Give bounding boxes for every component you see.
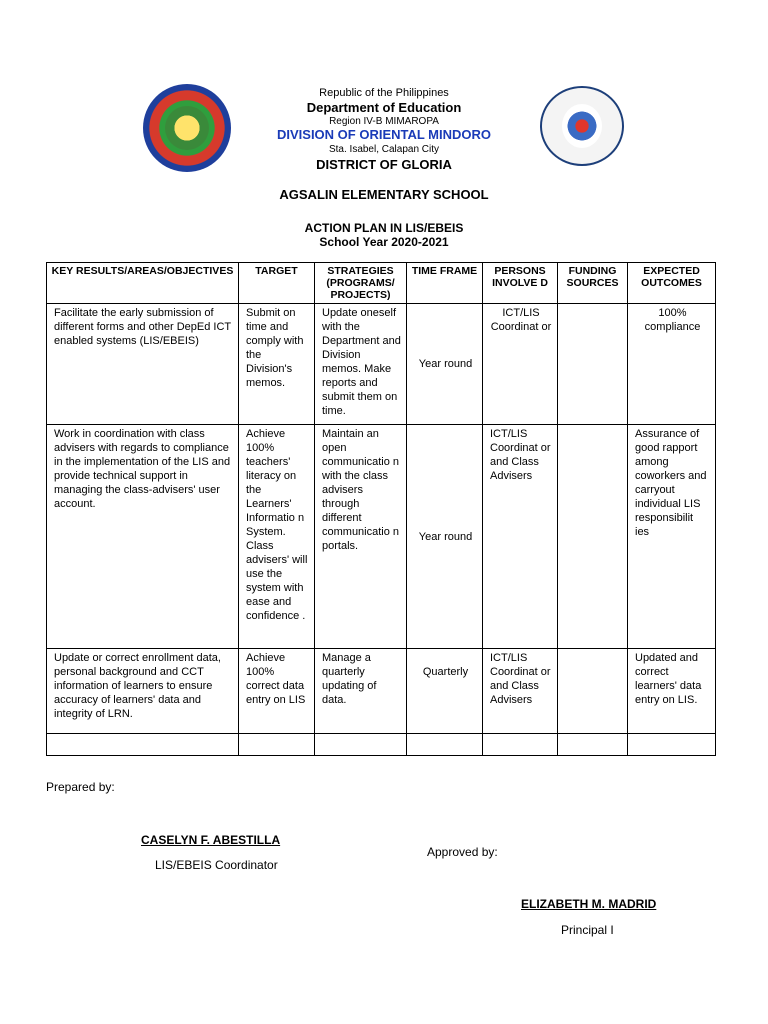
approver-name: ELIZABETH M. MADRID: [521, 897, 657, 911]
cell-strategies: [315, 734, 407, 756]
cell-persons: [483, 734, 558, 756]
preparer-title: LIS/EBEIS Coordinator: [155, 858, 278, 872]
cell-time-frame: Year round: [407, 304, 483, 425]
approved-by-label: Approved by:: [427, 845, 498, 859]
cell-strategies: Manage a quarterly updating of data.: [315, 649, 407, 734]
prepared-by-label: Prepared by:: [46, 780, 115, 794]
header-strategies: STRATEGIES (PROGRAMS/ PROJECTS): [315, 263, 407, 304]
school-year: School Year 2020-2021: [319, 235, 449, 249]
school-name: AGSALIN ELEMENTARY SCHOOL: [279, 187, 489, 202]
cell-time-frame: Quarterly: [407, 649, 483, 734]
cell-outcomes: Assurance of good rapport among coworkers and carryout individual LIS responsibilit ies: [628, 425, 716, 649]
cell-funding: [558, 304, 628, 425]
cell-persons: ICT/LIS Coordinat or and Class Advisers: [483, 649, 558, 734]
cell-target: Submit on time and comply with the Division's memos.: [239, 304, 315, 425]
table-row: [47, 734, 716, 756]
cell-funding: [558, 734, 628, 756]
district-title: DISTRICT OF GLORIA: [316, 157, 452, 172]
header-outcomes: EXPECTED OUTCOMES: [628, 263, 716, 304]
address-text: Sta. Isabel, Calapan City: [328, 144, 440, 155]
republic-text: Republic of the Philippines: [319, 87, 449, 99]
table-header-row: [47, 263, 716, 304]
cell-persons: ICT/LIS Coordinat or and Class Advisers: [483, 425, 558, 649]
division-title: DIVISION OF ORIENTAL MINDORO: [276, 127, 492, 142]
cell-time-frame: Year round: [407, 425, 483, 649]
table-row: [47, 649, 716, 734]
cell-funding: [558, 649, 628, 734]
table-row: [47, 425, 716, 649]
preparer-name: CASELYN F. ABESTILLA: [141, 833, 281, 847]
region-text: Region IV-B MIMAROPA: [329, 116, 439, 127]
cell-persons: ICT/LIS Coordinat or: [483, 304, 558, 425]
cell-objective: [47, 734, 239, 756]
department-title: Department of Education: [306, 100, 462, 115]
header-target: TARGET: [239, 263, 315, 304]
cell-outcomes: 100% compliance: [628, 304, 716, 425]
header-key-results: KEY RESULTS/AREAS/OBJECTIVES: [47, 263, 239, 304]
cell-outcomes: Updated and correct learners' data entry on LIS.: [628, 649, 716, 734]
cell-target: Achieve 100% correct data entry on LIS: [239, 649, 315, 734]
cell-objective: Facilitate the early submission of different forms and other DepEd ICT enabled systems (LIS/EBEIS): [47, 304, 239, 425]
cell-target: [239, 734, 315, 756]
cell-time-frame: [407, 734, 483, 756]
header-time-frame: TIME FRAME: [407, 263, 483, 304]
cell-objective: Work in coordination with class advisers with regards to compliance in the implementation of the LIS and provide technical support in managing the class-advisers' user account.: [47, 425, 239, 649]
plan-title: ACTION PLAN IN LIS/EBEIS: [304, 221, 464, 235]
approver-title: Principal I: [561, 923, 614, 937]
cell-target: Achieve 100% teachers' literacy on the Learners' Informatio n System. Class advisers' will use the system with ease and confidence .: [239, 425, 315, 649]
cell-objective: Update or correct enrollment data, personal background and CCT information of learners to ensure accuracy of learners' data and integrity of LRN.: [47, 649, 239, 734]
cell-outcomes: [628, 734, 716, 756]
cell-funding: [558, 425, 628, 649]
action-plan-table: [46, 262, 716, 756]
header-persons: PERSONS INVOLVE D: [483, 263, 558, 304]
cell-strategies: Maintain an open communicatio n with the class advisers through different communicatio n portals.: [315, 425, 407, 649]
header-funding: FUNDING SOURCES: [558, 263, 628, 304]
cell-strategies: Update oneself with the Department and Division memos. Make reports and submit them on time.: [315, 304, 407, 425]
table-row: [47, 304, 716, 425]
